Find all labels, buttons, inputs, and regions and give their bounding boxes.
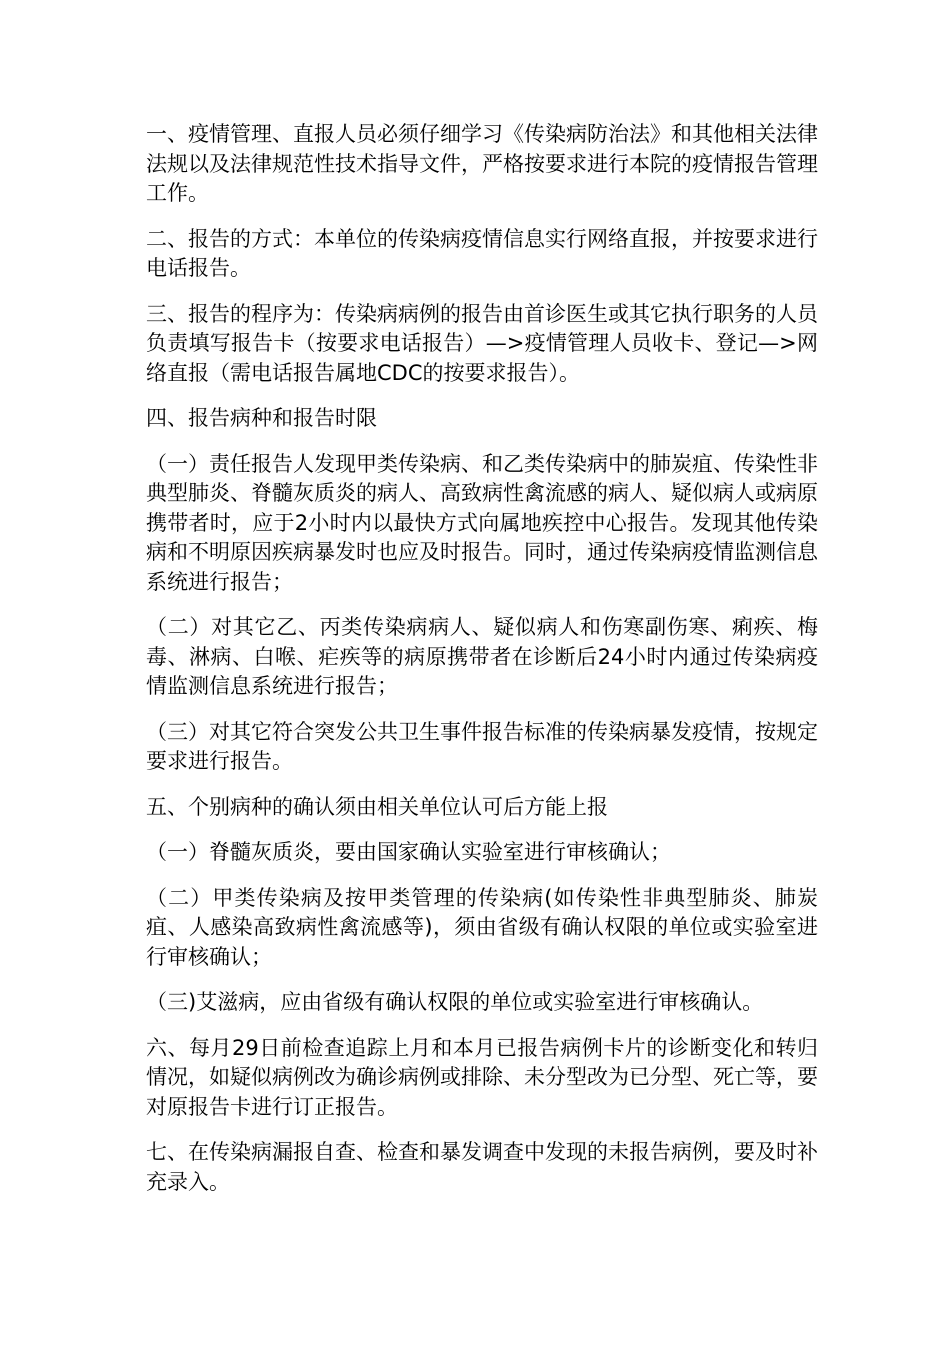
paragraph-5-1: （一）脊髓灰质炎，要由国家确认实验室进行审核确认； bbox=[146, 840, 671, 864]
paragraph-4-1: （一）责任报告人发现甲类传染病、和乙类传染病中的肺炭疽、传染性非典型肺炎、脊髓灰质炎的病人、高致病性禽流感的病人、疑似病人或病原携带者时，应于2小时内以最快方式向属地疾控中心报告。发现其他传染病和不明原因疾病暴发时也应及时报告。同时，通过传染病疫情监测信息系统进行报告； bbox=[146, 451, 818, 594]
paragraph-1: 一、疫情管理、直报人员必须仔细学习《传染病防治法》和其他相关法律法规以及法律规范性技术指导文件，严格按要求进行本院的疫情报告管理工作。 bbox=[146, 122, 818, 205]
paragraph-5-3: （三)艾滋病，应由省级有确认权限的单位或实验室进行审核确认。 bbox=[146, 990, 764, 1014]
paragraph-3: 三、报告的程序为：传染病病例的报告由首诊医生或其它执行职务的人员负责填写报告卡（按要求电话报告）—>疫情管理人员收卡、登记—>网络直报（需电话报告属地CDC的按要求报告）。 bbox=[146, 301, 818, 385]
paragraph-6: 六、每月29日前检查追踪上月和本月已报告病例卡片的诊断变化和转归情况，如疑似病例改为确诊病例或排除、未分型改为已分型、死亡等，要对原报告卡进行订正报告。 bbox=[146, 1035, 818, 1119]
document-body bbox=[146, 120, 818, 1213]
paragraph-2: 二、报告的方式：本单位的传染病疫情信息实行网络直报，并按要求进行电话报告。 bbox=[146, 226, 818, 280]
paragraph-4-2: （二）对其它乙、丙类传染病病人、疑似病人和伤寒副伤寒、痢疾、梅毒、淋病、白喉、疟疾等的病原携带者在诊断后24小时内通过传染病疫情监测信息系统进行报告； bbox=[146, 615, 818, 698]
section-heading-4: 四、报告病种和报告时限 bbox=[146, 406, 377, 430]
paragraph-5-2: （二）甲类传染病及按甲类管理的传染病(如传染性非典型肺炎、肺炭疽、人感染高致病性禽流感等)，须由省级有确认权限的单位或实验室进行审核确认； bbox=[146, 885, 818, 969]
section-heading-5: 五、个别病种的确认须由相关单位认可后方能上报 bbox=[146, 794, 608, 819]
paragraph-4-3: （三）对其它符合突发公共卫生事件报告标准的传染病暴发疫情，按规定要求进行报告。 bbox=[146, 719, 818, 773]
paragraph-7: 七、在传染病漏报自查、检查和暴发调查中发现的未报告病例，要及时补充录入。 bbox=[146, 1140, 818, 1194]
